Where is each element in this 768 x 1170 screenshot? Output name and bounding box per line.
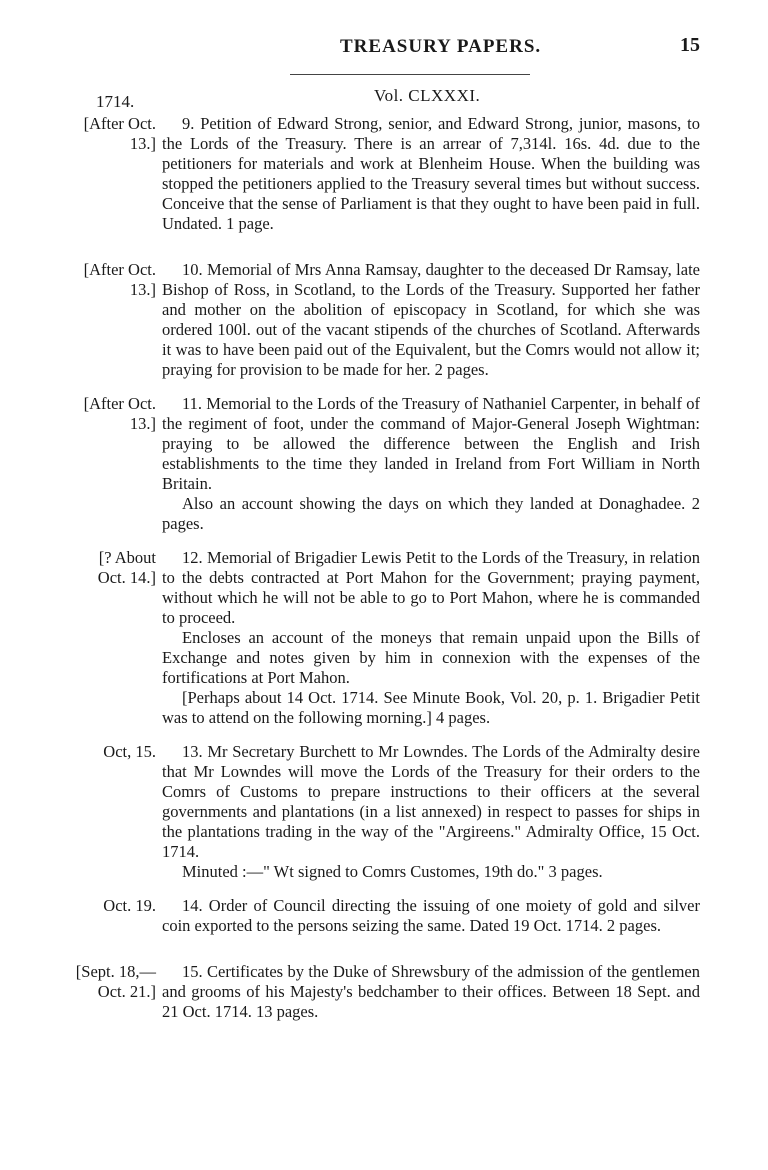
entry-date-line: Oct. 19. [103,896,156,915]
entry-date-line: [After Oct. [83,394,156,413]
entry-12 [0,548,768,728]
entry-body [162,260,700,380]
entry-date [70,394,156,434]
entry-9 [0,114,768,234]
entry-body [162,962,700,1022]
header-rule [290,74,530,75]
entry-paragraph: Minuted :—" Wt signed to Comrs Customes, 19th do." 3 pages. [182,862,603,881]
entry-body [162,548,700,728]
entry-11 [0,394,768,534]
entry-10 [0,260,768,380]
entry-paragraph: Also an account showing the days on which they landed at Donaghadee. 2 pages. [162,494,700,533]
entry-date-line: [After Oct. [83,260,156,279]
page-number: 15 [680,34,700,56]
entry-paragraph: [Perhaps about 14 Oct. 1714. See Minute Book, Vol. 20, p. 1. Brigadier Petit was to attend on the following morning.] 4 pages. [162,688,700,727]
entry-date [70,548,156,588]
entry-date [70,962,156,1002]
entry-paragraph: 11. Memorial to the Lords of the Treasury of Nathaniel Carpenter, in behalf of the regiment of foot, under the command of Major-General Joseph Wightman: praying to be allowed the difference between the English and Irish establishments to the time they landed in Ireland from Fort William in North Britain. [162,394,700,493]
entry-date-line: 13.] [129,134,156,153]
entry-date-line: Oct, 15. [103,742,156,761]
entry-date-line: 13.] [129,414,156,433]
entry-paragraph: 9. Petition of Edward Strong, senior, and Edward Strong, junior, masons, to the Lords of the Treasury. There is an arrear of 7,314l. 16s. 4d. due to the petitioners for materials and work at Blenheim House. When the building was stopped the petitioners applied to the Treasury several times but without success. Conceive that the sense of Parliament is that they ought to have been paid in full. Undated. 1 page. [162,114,700,233]
entry-date [70,742,156,762]
entry-date [70,896,156,916]
entry-13 [0,742,768,882]
entry-paragraph: 14. Order of Council directing the issuing of one moiety of gold and silver coin exported to the persons seizing the same. Dated 19 Oct. 1714. 2 pages. [162,896,700,935]
entry-paragraph: 13. Mr Secretary Burchett to Mr Lowndes. The Lords of the Admiralty desire that Mr Lowndes will move the Lords of the Treasury for their orders to the Comrs of Customs to prepare instructions to their officers at the several governments and plantations (in a list annexed) in respect to passes for ships in the plantations trading in the way of the "Argireens." Admiralty Office, 15 Oct. 1714. [162,742,700,861]
running-title: TREASURY PAPERS. [340,36,542,57]
entry-paragraph: Encloses an account of the moneys that remain unpaid upon the Bills of Exchange and notes given by him in connexion with the expenses of the fortifications at Port Mahon. [162,628,700,687]
entry-body [162,896,700,936]
entry-date-line: Oct. 14.] [97,568,156,587]
entry-date [70,114,156,154]
entry-date-line: 13.] [129,280,156,299]
entry-date-line: Oct. 21.] [97,982,156,1001]
entries-list [0,114,768,1022]
entry-paragraph: 12. Memorial of Brigadier Lewis Petit to the Lords of the Treasury, in relation to the debts contracted at Port Mahon for the Government; praying payment, without which he will not be able to go to Port Mahon, where he is commanded to proceed. [162,548,700,627]
volume-heading: Vol. CLXXXI. [374,86,481,105]
entry-paragraph: 15. Certificates by the Duke of Shrewsbury of the admission of the gentlemen and grooms of his Majesty's bedchamber to their offices. Between 18 Sept. and 21 Oct. 1714. 13 pages. [162,962,700,1021]
entry-15 [0,962,768,1022]
year-label: 1714. [96,92,135,111]
entry-body [162,394,700,534]
entry-date-line: [? About [98,548,156,567]
entry-date-line: [After Oct. [83,114,156,133]
entry-body [162,742,700,882]
page-header [0,36,768,66]
entry-14 [0,896,768,936]
entry-date-line: [Sept. 18,— [75,962,156,981]
entry-paragraph: 10. Memorial of Mrs Anna Ramsay, daughter to the deceased Dr Ramsay, late Bishop of Ross, in Scotland, to the Lords of the Treasury. Supported her father and mother on the abolition of episcopacy in Scotland, for which she was ordered 100l. out of the vacant stipends of the churches of Scotland. Afterwards it was to have been paid out of the Equivalent, but the Comrs would not allow it; praying for provision to be made for her. 2 pages. [162,260,700,379]
entry-body [162,114,700,234]
entry-date [70,260,156,300]
